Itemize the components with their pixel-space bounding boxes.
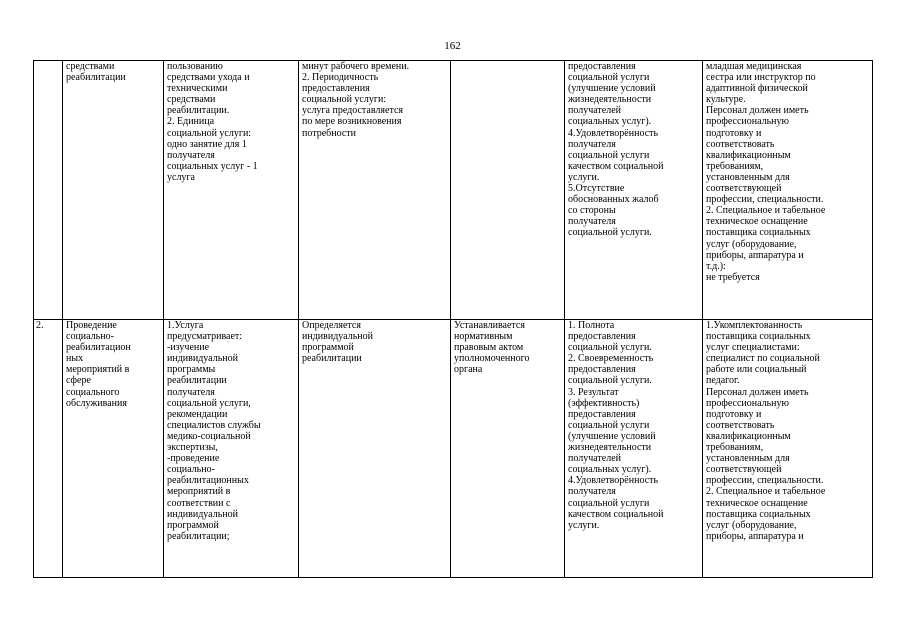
services-table [33,60,873,578]
page-number: 162 [444,40,461,52]
row-number-cell [34,61,63,320]
service-conditions-cell: 1.Укомплектованность поставщика социальных услуг специалистами: специалист по социальной работе или социальный педагог. Персонал должен иметь профессиональную подготовку и соответствовать квалификационным требованиям, установленным для соответствующей профессии, специальности. 2. Специальное и табельное техническое оснащение поставщика социальных услуг (оборудование, приборы, аппаратура и [703,320,873,578]
service-timing-cell: минут рабочего времени. 2. Периодичность предоставления социальной услуги: услуга предоставляется по мере возникновения потребности [299,61,451,320]
table-row [34,320,873,578]
table-row [34,61,873,320]
service-content-cell: 1.Услуга предусматривает: -изучение индивидуальной программы реабилитации получателя социальной услуги, рекомендации специалистов службы медико-социальной экспертизы, -проведение социально- реабилитационных мероприятий в соответствии с индивидуальной программой реабилитации; [164,320,299,578]
service-name-cell: Проведение социально- реабилитацион ных мероприятий в сфере социального обслуживания [63,320,164,578]
service-quality-cell: 1. Полнота предоставления социальной услуги. 2. Своевременность предоставления социальной услуги. 3. Результат (эффективность) предоставления социальной услуги (улучшение условий жизнедеятельности получателей социальных услуг). 4.Удовлетворённость получателя социальной услуги качеством социальной услуги. [565,320,703,578]
service-content-cell: пользованию средствами ухода и техническими средствами реабилитации. 2. Единица социальной услуги: одно занятие для 1 получателя социальных услуг - 1 услуга [164,61,299,320]
service-norm-cell: Устанавливается нормативным правовым актом уполномоченного органа [451,320,565,578]
service-timing-cell: Определяется индивидуальной программой реабилитации [299,320,451,578]
service-name-cell: средствами реабилитации [63,61,164,320]
service-conditions-cell: младшая медицинская сестра или инструктор по адаптивной физической культуре. Персонал должен иметь профессиональную подготовку и соответствовать квалификационным требованиям, установленным для соответствующей профессии, специальности. 2. Специальное и табельное техническое оснащение поставщика социальных услуг (оборудование, приборы, аппаратура и т.д.): не требуется [703,61,873,320]
row-number-cell: 2. [34,320,63,578]
service-quality-cell: предоставления социальной услуги (улучшение условий жизнедеятельности получателей социальных услуг). 4.Удовлетворённость получателя социальной услуги качеством социальной услуги. 5.Отсутствие обоснованных жалоб со стороны получателя социальной услуги. [565,61,703,320]
service-norm-cell [451,61,565,320]
